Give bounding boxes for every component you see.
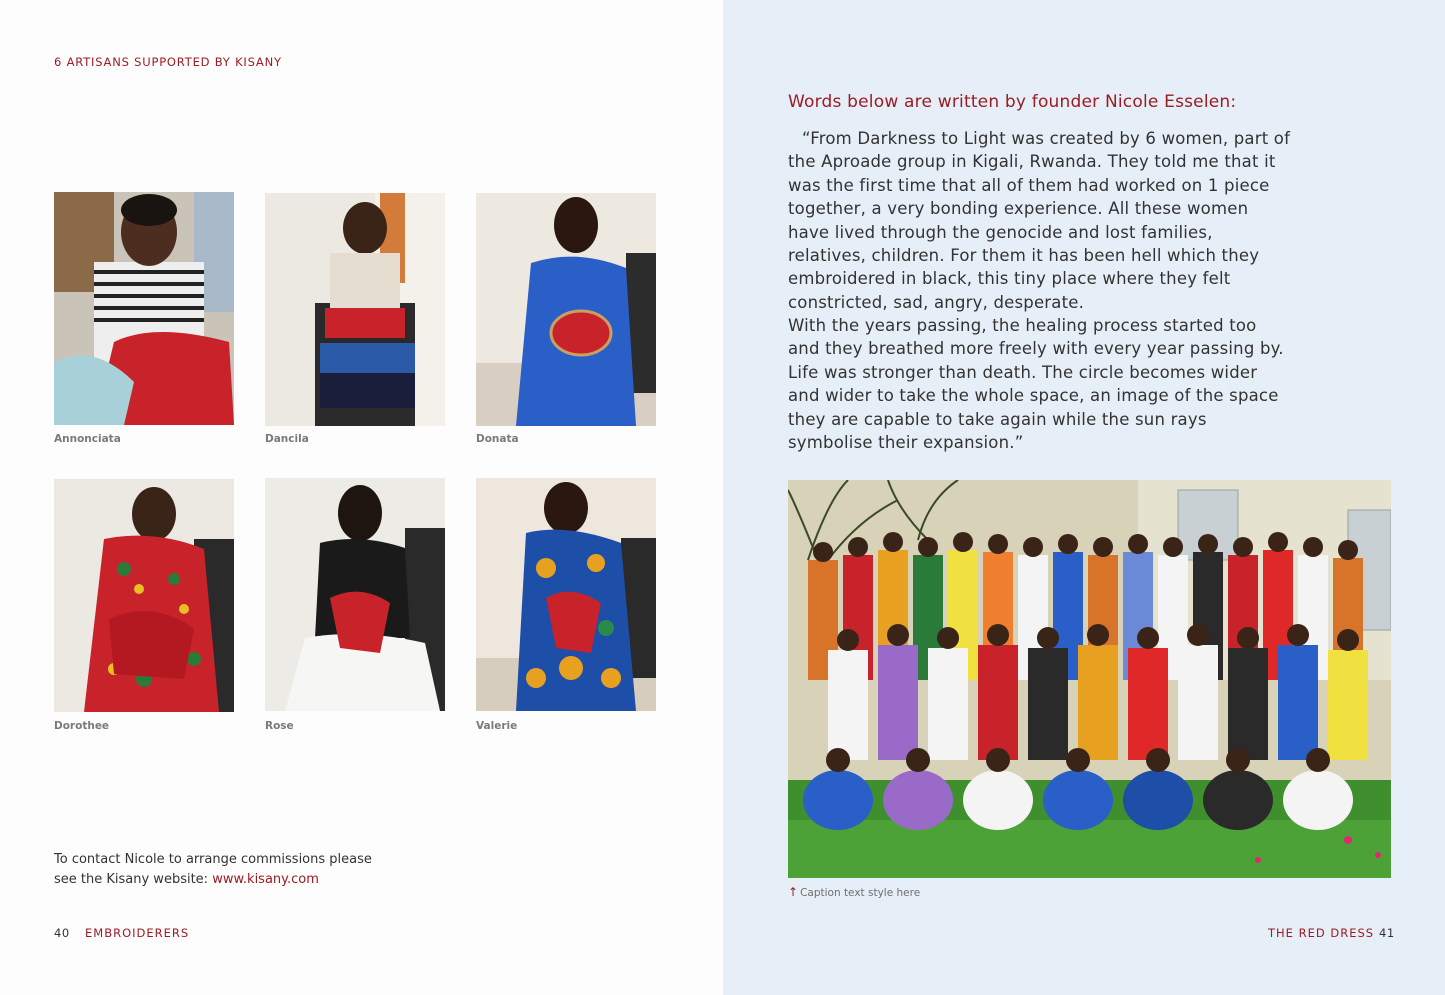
running-footer: THE RED DRESS [1268, 926, 1375, 940]
photo-caption: Valerie [476, 720, 518, 732]
photo-dorothee [54, 479, 234, 712]
quote-paragraph: With the years passing, the healing process started too and they breathed more freely with every year passing by. Life was stronger than death. The circle becomes wider and wider to take the whole space, an image of the space they are capable to take again while the sun rays symbolise their expansion.” [788, 316, 1284, 453]
quote-paragraph: “From Darkness to Light was created by 6 women, part of the Aproade group in Kigali, Rwanda. They told me that it was the first time that all of them had worked on 1 piece together, a very bonding experience. All these women have lived through the genocide and lost families, relatives, children. For them it has been hell which they embroidered in black, this tiny place where they felt constricted, sad, angry, desperate. [788, 129, 1291, 312]
arrow-up-icon: ↑ [788, 885, 799, 899]
photo-caption: Annonciata [54, 433, 121, 445]
contact-message: To contact Nicole to arrange commissions please see the Kisany website: [54, 852, 372, 887]
photo-caption: Dorothee [54, 720, 110, 732]
page-number: 41 [1379, 926, 1395, 940]
photo-valerie [476, 478, 656, 711]
photo-dancila [265, 193, 445, 426]
photo-caption-note [788, 885, 920, 899]
right-page [723, 0, 1445, 995]
intro-heading: Words below are written by founder Nicole Esselen: [788, 92, 1237, 112]
photo-annonciata [54, 192, 234, 425]
caption-text: Caption text style here [800, 887, 921, 899]
photo-caption: Dancila [265, 433, 309, 445]
photo-rose [265, 478, 445, 711]
group-photo [788, 480, 1391, 878]
photo-caption: Donata [476, 433, 519, 445]
page-number: 40 [54, 926, 70, 940]
kisany-link[interactable]: www.kisany.com [212, 871, 319, 887]
photo-caption: Rose [265, 720, 294, 732]
contact-text [54, 850, 394, 889]
running-footer: EMBROIDERERS [85, 926, 190, 940]
section-heading: 6 ARTISANS SUPPORTED BY KISANY [54, 55, 282, 69]
photo-donata [476, 193, 656, 426]
